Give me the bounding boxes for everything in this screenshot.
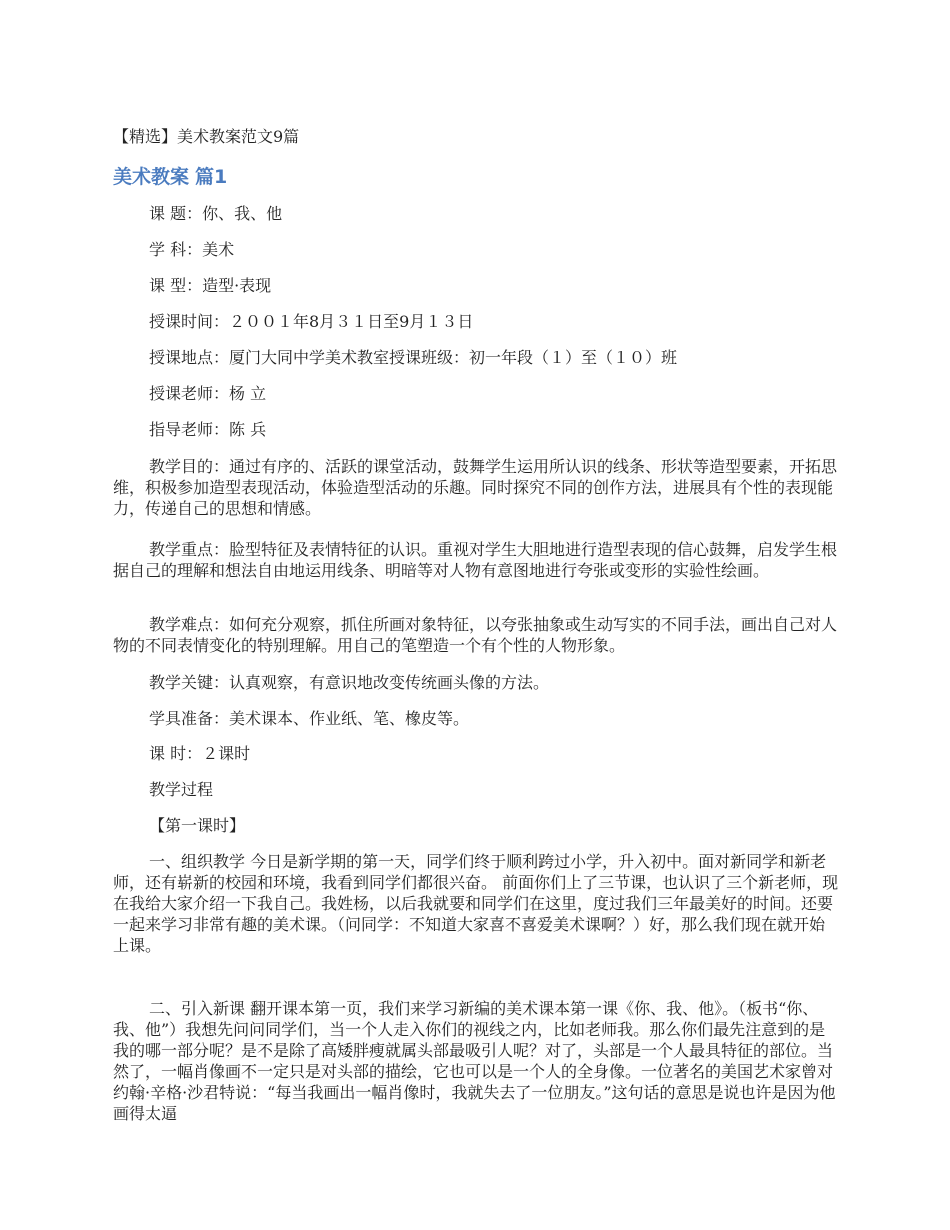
section-heading-number: 篇1 bbox=[195, 166, 228, 188]
field-key: 教学关键：认真观察，有意识地改变传统画头像的方法。 bbox=[149, 673, 550, 692]
field-periods: 课 时：２课时 bbox=[149, 744, 251, 763]
field-location: 授课地点：厦门大同中学美术教室授课班级：初一年段（１）至（１０）班 bbox=[149, 348, 678, 367]
paragraph-step1: 一、组织教学 今日是新学期的第一天，同学们终于顺利跨过小学，升入初中。面对新同学和新老师，还有崭新的校园和环境，我看到同学们都很兴奋。 前面你们上了三节课，也认识了三个新老师，现在我给大家介绍一下我自己。我姓杨，以后我就要和同学们在这里，度过我们三年最美好的时间。还要一起来学习非常有趣的美术课。（问同学：不知道大家喜不喜爱美术课啊？）好，那么我们现在就开始上课。 bbox=[113, 852, 839, 955]
paragraph-difficulty: 教学难点：如何充分观察，抓住所画对象特征，以夸张抽象或生动写实的不同手法，画出自己对人物的不同表情变化的特别理解。用自己的笔塑造一个有个性的人物形象。 bbox=[113, 615, 838, 655]
field-topic: 课 题：你、我、他 bbox=[149, 204, 283, 223]
field-teacher: 授课老师：杨 立 bbox=[149, 384, 267, 403]
field-supervisor: 指导老师：陈 兵 bbox=[149, 420, 267, 439]
field-first-lesson: 【第一课时】 bbox=[149, 816, 246, 835]
paragraph-step2: 二、引入新课 翻开课本第一页，我们来学习新编的美术课本第一课《你、我、他》。（板书“你、我、他”）我想先问问同学们，当一个人走入你们的视线之内，比如老师我。那么你们最先注意到的是我的哪一部分呢？是不是除了高矮胖瘦就属头部最吸引人呢？对了，头部是一个人最具特征的部位。当然了，一幅肖像画不一定只是对头部的描绘，它也可以是一个人的全身像。一位著名的美国艺术家曾对约翰·辛格·沙君特说：“每当我画出一幅肖像时，我就失去了一位朋友。”这句话的意思是说也许是因为他画得太逼 bbox=[113, 999, 836, 1123]
field-time: 授课时间：２００１年8月３１日至9月１３日 bbox=[149, 312, 474, 331]
section-heading-text: 美术教案 bbox=[113, 166, 190, 188]
field-process: 教学过程 bbox=[149, 780, 214, 799]
paragraph-goal: 教学目的：通过有序的、活跃的课堂活动，鼓舞学生运用所认识的线条、形状等造型要素，开拓思维，积极参加造型表现活动，体验造型活动的乐趣。同时探究不同的创作方法，进展具有个性的表现能力，传递自己的思想和情感。 bbox=[113, 457, 838, 518]
section-heading bbox=[113, 164, 227, 190]
field-materials: 学具准备：美术课本、作业纸、笔、橡皮等。 bbox=[149, 709, 470, 728]
paragraph-focus: 教学重点：脸型特征及表情特征的认识。重视对学生大胆地进行造型表现的信心鼓舞，启发学生根据自己的理解和想法自由地运用线条、明暗等对人物有意图地进行夸张或变形的实验性绘画。 bbox=[113, 540, 838, 580]
document-title: 【精选】美术教案范文9篇 bbox=[113, 127, 300, 146]
field-type: 课 型：造型·表现 bbox=[149, 276, 272, 295]
field-subject: 学 科：美术 bbox=[149, 240, 235, 259]
